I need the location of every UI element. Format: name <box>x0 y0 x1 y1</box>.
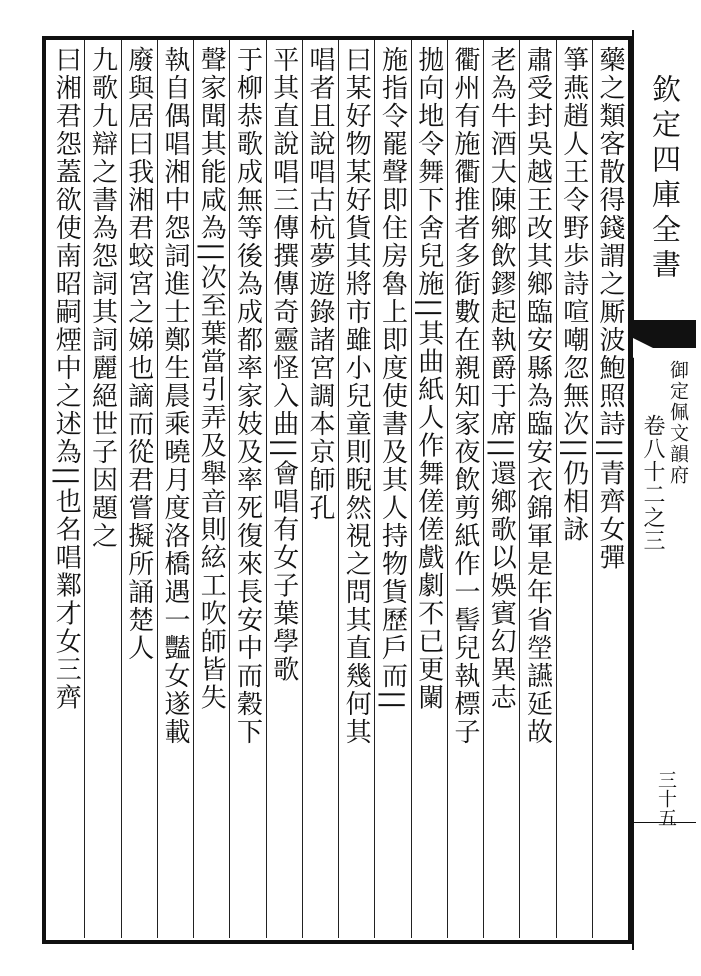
text-column: 箏燕趙人王令野歩詩喧嘲忽無次||仍相詠 <box>558 46 589 544</box>
text-column: 施指令罷聲即住房魯上即度使書及其人持物貨歷戶而|| <box>377 46 408 712</box>
text-column: 平其直說唱三傳撰傳奇靈怪入曲||會唱有女子葉學歌 <box>268 46 299 684</box>
collection-title: 欽定四庫全書 <box>648 74 682 284</box>
column-rule <box>374 40 375 938</box>
text-column: 曰某好物某好貨其將市雖小兒童則睨然視之問其直幾何其 <box>341 46 372 746</box>
text-column: 老為牛酒大陳鄉飲鏐起執爵于席||還鄉歌以娛賓幻異志 <box>486 46 517 712</box>
text-column: 聲家聞其能咸為||次至葉當引弄及舉音則絃工吹師皆失 <box>196 46 227 712</box>
column-rule <box>411 40 412 938</box>
book-title: 御定佩文韻府 <box>667 360 689 486</box>
column-rule <box>266 40 267 938</box>
column-rule <box>302 40 303 938</box>
text-column: 廢與居曰我湘君蛟宮之娣也謫而從君嘗擬所誦楚人 <box>123 46 154 662</box>
juan-label: 卷八十二之三 <box>640 414 665 552</box>
column-rule <box>84 40 85 938</box>
column-rule <box>519 40 520 938</box>
page-number: 三十五 <box>655 770 677 827</box>
column-rule <box>556 40 557 938</box>
text-column: 拋向地令舞下舍兒施||其曲紙人作舞傞傞戲劇不已更闌 <box>413 46 444 712</box>
text-column: 曰湘君怨蓋欲使南昭嗣煙中之述為||也名唱鄴才女三齊 <box>51 46 82 712</box>
text-column: 藥之類客散得錢謂之厮波鮑照詩||青齊女彈 <box>595 46 625 572</box>
column-rule <box>447 40 448 938</box>
text-column: 九歌九辯之書為怨詞其詞麗絕世子因題之 <box>87 46 118 550</box>
text-column: 唱者且說唱古杭夢遊錄諸宮調本京師孔 <box>305 46 335 522</box>
column-rule <box>592 40 593 938</box>
column-rule <box>338 40 339 938</box>
column-rule <box>157 40 158 938</box>
running-head <box>632 30 696 950</box>
column-rule <box>483 40 484 938</box>
column-rule <box>229 40 230 938</box>
text-column: 衢州有施衢推者多衘數在親知家夜飲剪紙作一髻兒執標子 <box>450 46 480 746</box>
text-column: 執自偶唱湘中怨詞進士鄭生晨乘曉月度洛橋遇一豔女遂載 <box>160 46 190 746</box>
column-rule <box>121 40 122 938</box>
page-number-rule <box>634 822 696 823</box>
text-column: 于柳恭歌成無等後為成都率家妓及率死復來長安中而穀下 <box>232 46 263 746</box>
fish-tail-band <box>634 320 696 348</box>
column-rule <box>193 40 194 938</box>
text-column: 肅受封吳越王改其鄉臨安縣為臨安衣錦軍是年省塋讌延故 <box>522 46 553 746</box>
